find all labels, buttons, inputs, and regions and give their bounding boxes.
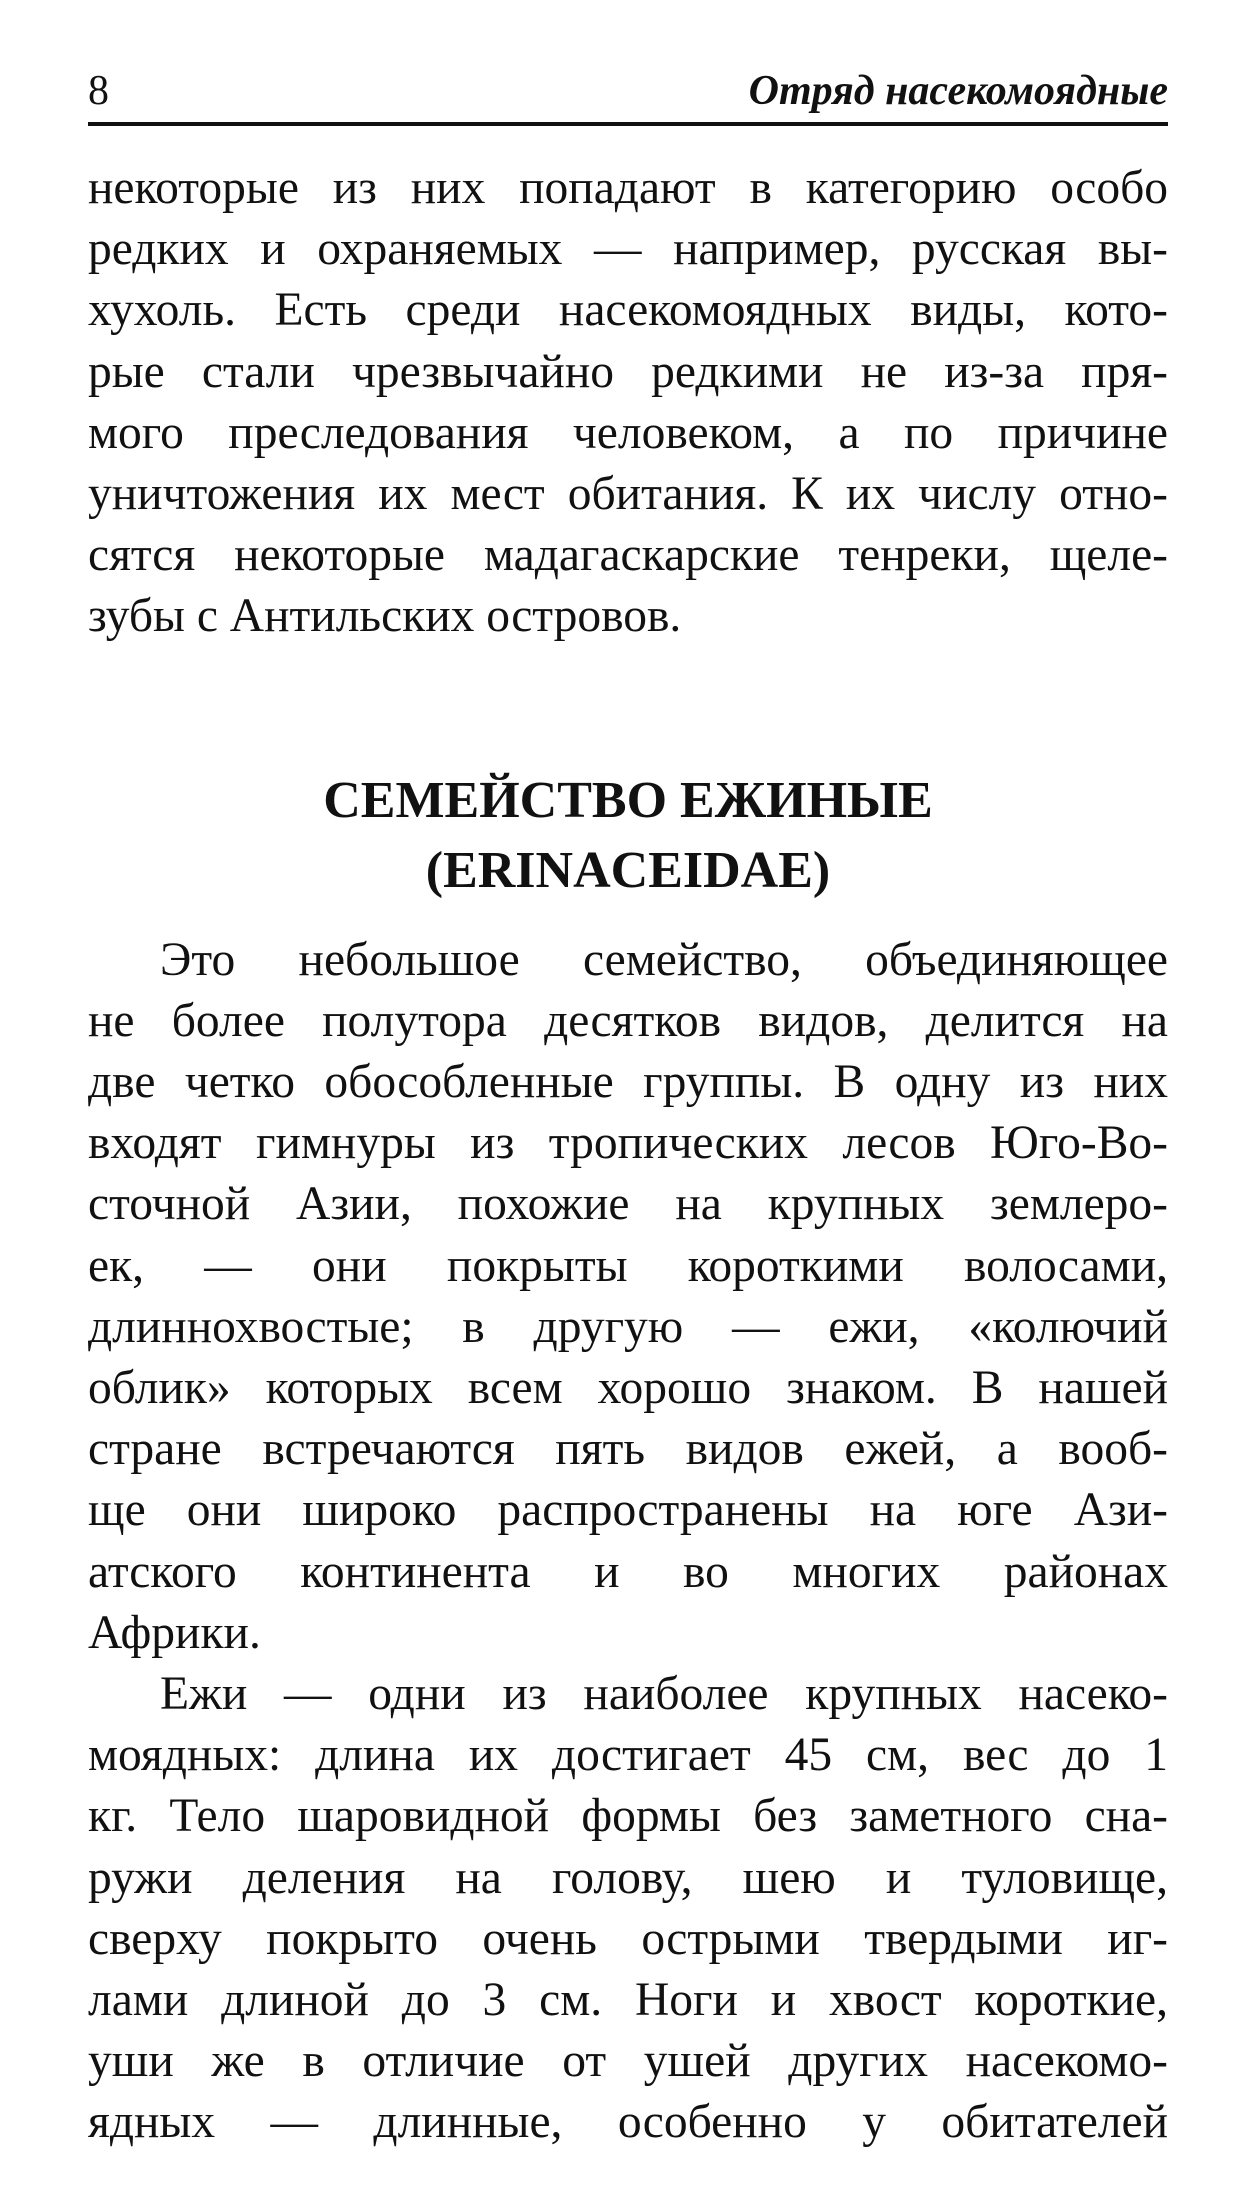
family-heading — [88, 766, 1168, 906]
text-line: мого преследования человеком, а по причине — [88, 406, 1168, 459]
text-line: облик» которых всем хорошо знаком. В нашей — [88, 1362, 1168, 1415]
page-number: 8 — [88, 68, 109, 114]
text-line: не более полутора десятков видов, делится на — [88, 994, 1168, 1047]
text-line: уши же в отличие от ушей других насекомо- — [88, 2035, 1168, 2088]
paragraph-1 — [88, 930, 1168, 1664]
text-line: рые стали чрезвычайно редкими не из-за пря- — [88, 345, 1168, 398]
text-line: кг. Тело шаровидной формы без заметного сна- — [88, 1790, 1168, 1843]
text-line: атского континента и во многих районах — [88, 1545, 1168, 1598]
text-line: длиннохвостые; в другую — ежи, «колючий — [88, 1300, 1168, 1353]
text-line: уничтожения их мест обитания. К их числу отно- — [88, 468, 1168, 521]
text-line: сверху покрыто очень острыми твердыми иг- — [88, 1912, 1168, 1965]
intro-paragraph — [88, 158, 1168, 648]
text-line: сятся некоторые мадагаскарские тенреки, щеле- — [88, 529, 1168, 582]
text-line: зубы с Антильских островов. — [88, 590, 682, 643]
text-line: Это небольшое семейство, объединяющее — [160, 933, 1168, 986]
text-line: стране встречаются пять видов ежей, а вооб- — [88, 1423, 1168, 1476]
heading-line-2: (ERINACEIDAE) — [425, 841, 831, 899]
book-page — [88, 60, 1168, 2154]
text-line: ядных — длинные, особенно у обитателей — [88, 2096, 1168, 2149]
text-line: лами длиной до 3 см. Ноги и хвост короткие, — [88, 1974, 1168, 2027]
text-line: две четко обособленные группы. В одну из них — [88, 1056, 1168, 1109]
text-line: Африки. — [88, 1606, 261, 1659]
running-header — [88, 60, 1168, 126]
text-line: хухоль. Есть среди насекомоядных виды, кото- — [88, 284, 1168, 337]
text-line: Ежи — одни из наиболее крупных насеко- — [160, 1668, 1168, 1721]
text-line: некоторые из них попадают в категорию особо — [88, 162, 1168, 214]
text-line: ще они широко распространены на юге Ази- — [88, 1484, 1168, 1537]
text-line: ружи деления на голову, шею и туловище, — [88, 1851, 1168, 1904]
heading-line-1: СЕМЕЙСТВО ЕЖИНЫЕ — [323, 771, 933, 829]
paragraph-2 — [88, 1664, 1168, 2154]
text-line: редких и охраняемых — например, русская вы- — [88, 223, 1168, 276]
running-section-title: Отряд насекомоядные — [748, 68, 1168, 114]
text-line: ек, — они покрыты короткими волосами, — [88, 1239, 1168, 1292]
text-line: входят гимнуры из тропических лесов Юго-Во- — [88, 1117, 1168, 1170]
text-line: моядных: длина их достигает 45 см, вес до 1 — [88, 1729, 1168, 1782]
text-line: сточной Азии, похожие на крупных землеро- — [88, 1178, 1168, 1231]
